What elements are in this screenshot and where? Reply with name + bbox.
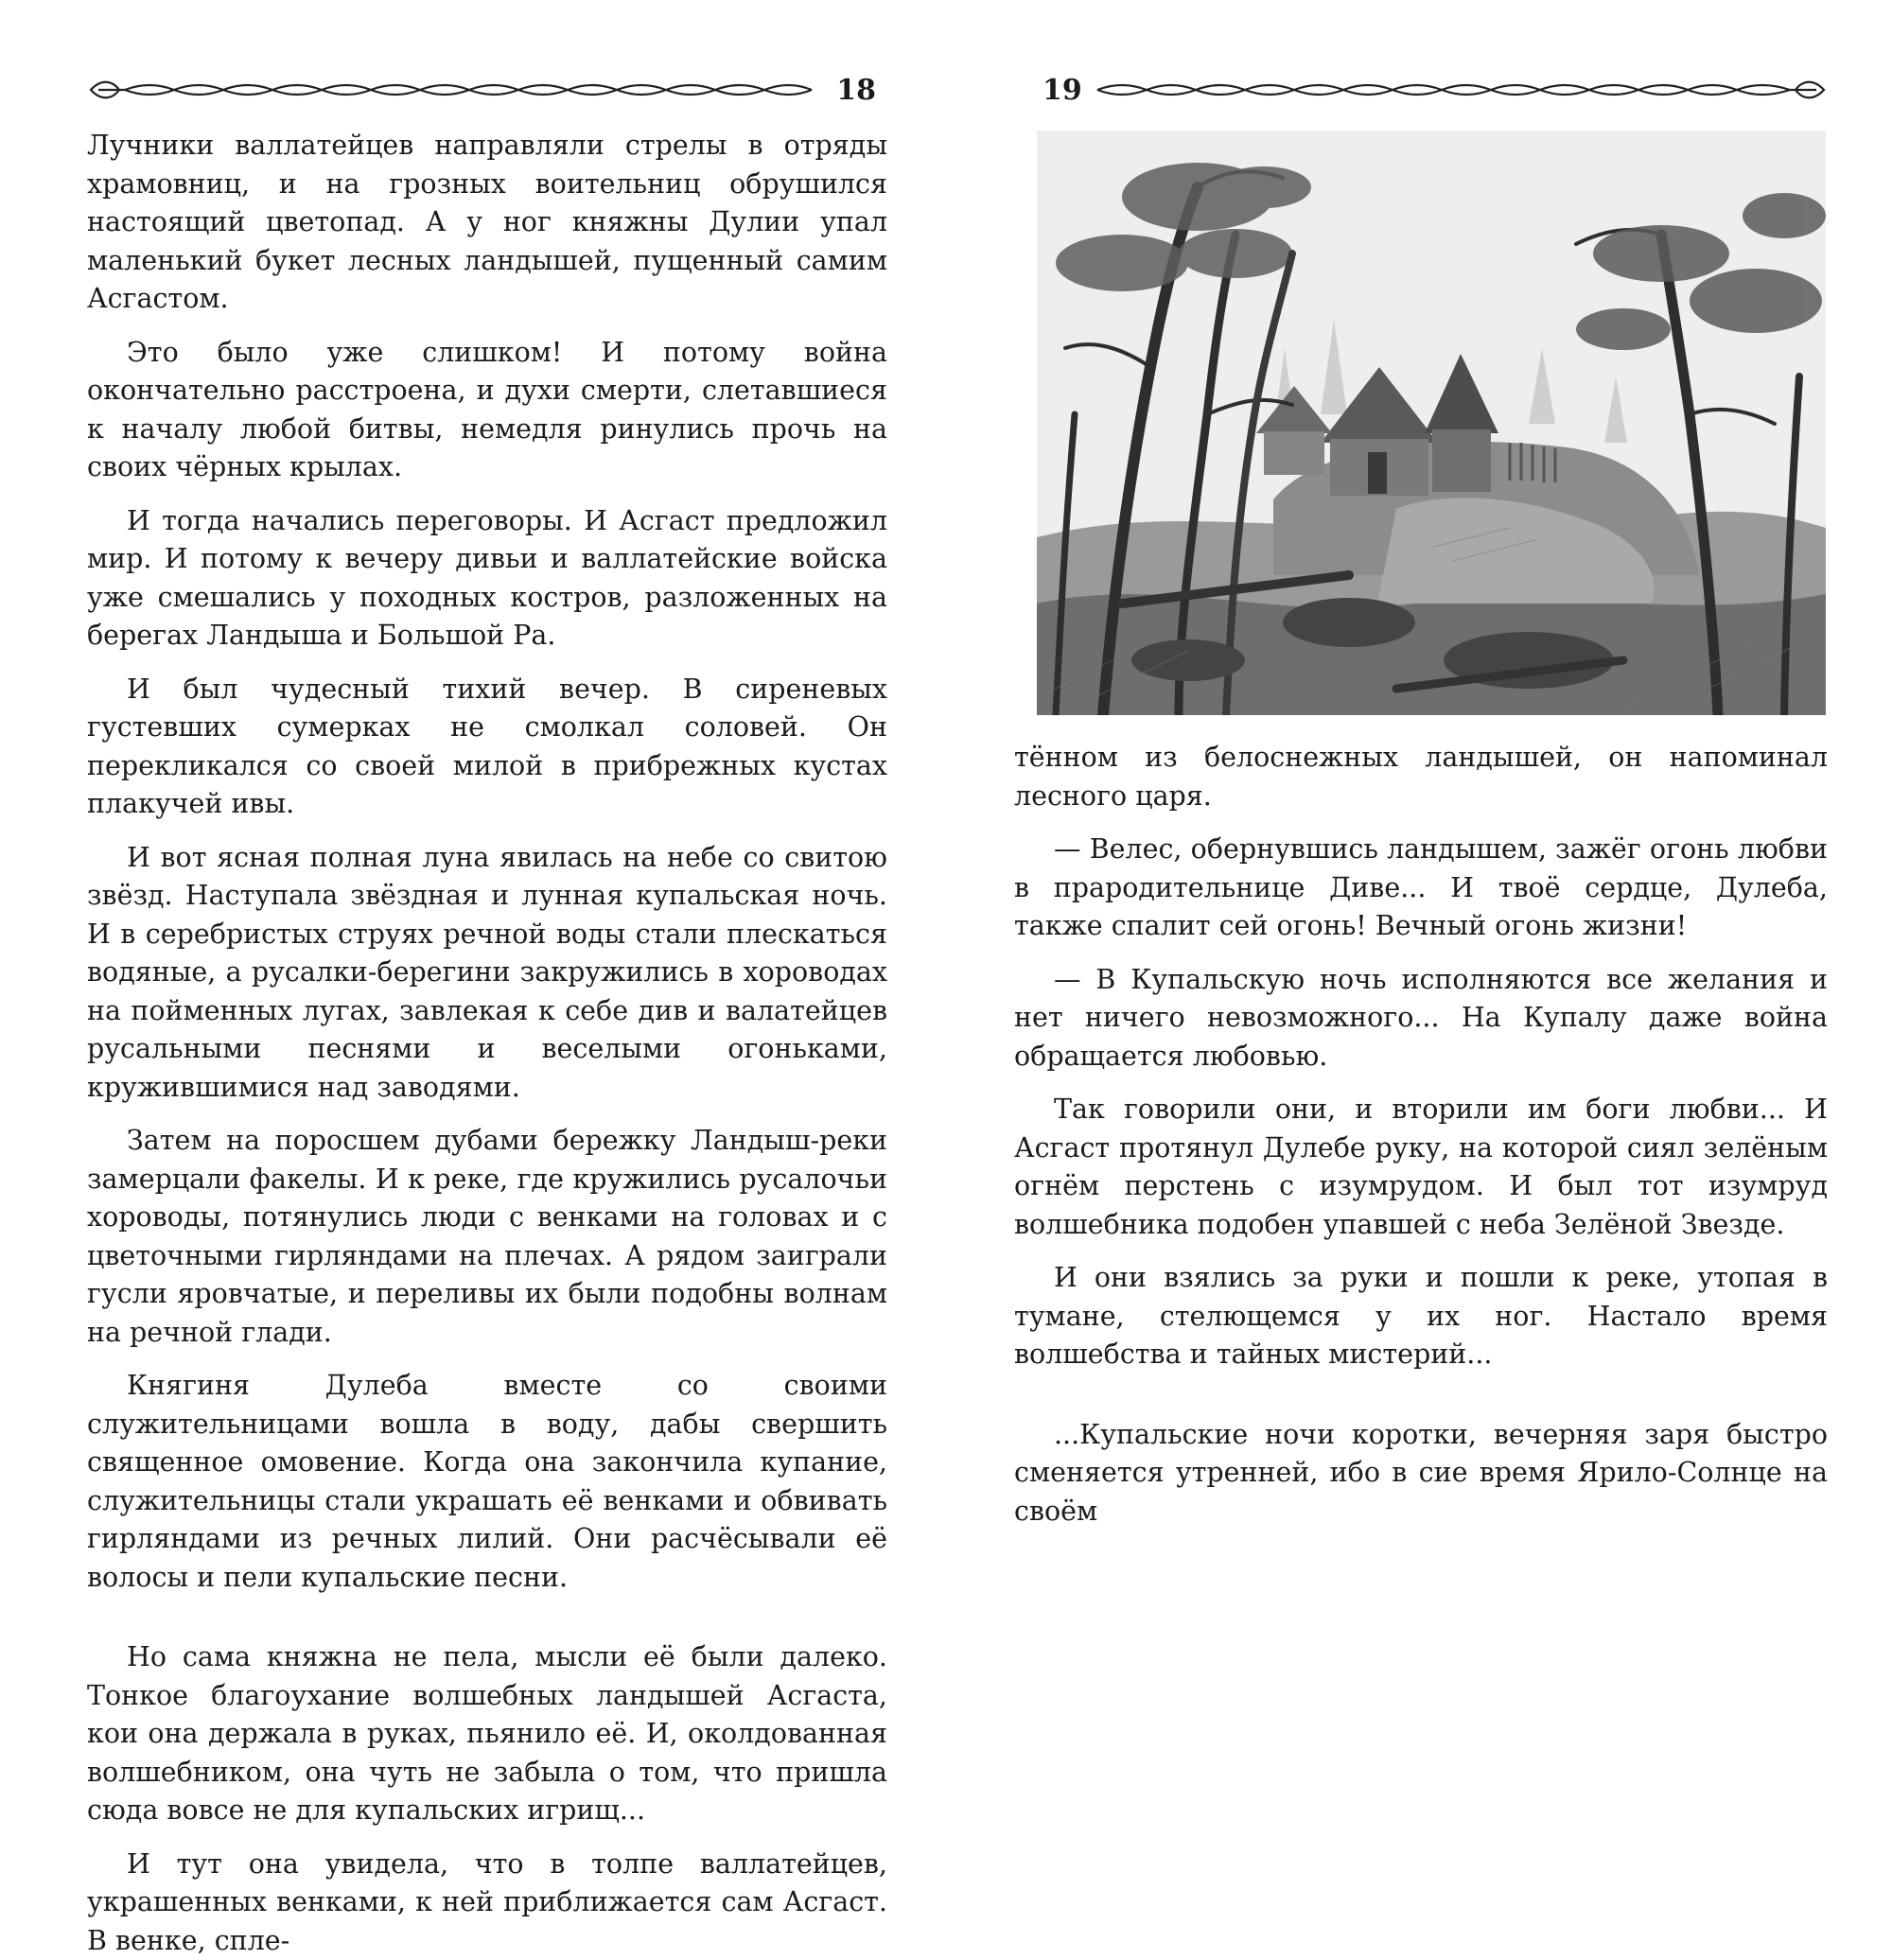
paragraph: — Велес, обернувшись ландышем, зажёг огонь любви в прародительнице Диве... И твоё сердце, Дулеба, также спалит сей огонь! Вечный огонь жизни! (1014, 831, 1828, 946)
left-page (87, 0, 887, 1373)
page-number-right: 19 (1042, 72, 1082, 110)
left-page-header (87, 72, 887, 110)
paragraph: Затем на поросшем дубами бережку Ландыш-реки замерцали факелы. И к реке, где кружились русалочьи хороводы, потянулись люди с венками на головах и с цветочными гирляндами на плечах. А рядом заиграли гусли яровчатые, и переливы их были подобны волнам на речной глади. (87, 1122, 887, 1352)
paragraph: И был чудесный тихий вечер. В сиреневых густевших сумерках не смолкал соловей. Он перекликался со своей милой в прибрежных кустах плакучей ивы. (87, 671, 887, 824)
paragraph: тённом из белоснежных ландышей, он напоминал лесного царя. (1014, 739, 1828, 815)
paragraph: Княгиня Дулеба вместе со своими служительницами вошла в воду, дабы свершить священное омовение. Когда она закончила купание, служительницы стали украшать её венками и обвивать гирляндами из речных лилий. Они расчёсывали её волосы и пели купальские песни. (87, 1367, 887, 1597)
paragraph: ...Купальские ночи коротки, вечерняя заря быстро сменяется утренней, ибо в сие время Ярило-Солнце на своём (1014, 1416, 1828, 1531)
paragraph: И тут она увидела, что в толпе валлатейцев, украшенных венками, к ней приближается сам Асгаст. В венке, спле- (87, 1846, 887, 1960)
paragraph: И они взялись за руки и пошли к реке, утопая в тумане, стелющемся у их ног. Настало время волшебства и тайных мистерий... (1014, 1259, 1828, 1374)
forest-huts-illustration (1037, 131, 1826, 715)
ornament-rule-right (1094, 78, 1828, 102)
page-number-left: 18 (836, 72, 876, 110)
illustration-drawing (1037, 131, 1826, 715)
right-page-text (1014, 739, 1828, 1531)
paragraph: Это было уже слишком! И потому война окончательно расстроена, и духи смерти, слетавшиеся к началу любой битвы, немедля ринулись прочь на своих чёрных крылах. (87, 334, 887, 487)
paragraph: Так говорили они, и вторили им боги любви... И Асгаст протянул Дулебе руку, на которой сиял зелёным огнём перстень с изумрудом. И был тот изумруд волшебника подобен упавшей с неба Зелёной Звезде. (1014, 1091, 1828, 1244)
paragraph: — В Купальскую ночь исполняются все желания и нет ничего невозможного... На Купалу даже война обращается любовью. (1014, 961, 1828, 1076)
ornament-rule-left (87, 78, 815, 102)
right-page (1014, 0, 1828, 1373)
right-page-header (1014, 72, 1828, 110)
left-page-text (87, 127, 887, 1960)
paragraph: И тогда начались переговоры. И Асгаст предложил мир. И потому к вечеру дивьи и валлатейские войска уже смешались у походных костров, разложенных на берегах Ландыша и Большой Ра. (87, 502, 887, 656)
paragraph: И вот ясная полная луна явилась на небе со свитою звёзд. Наступала звёздная и лунная купальская ночь. И в серебристых струях речной воды стали плескаться водяные, а русалки-берегини закружились в хороводах на пойменных лугах, завлекая к себе див и валатейцев русальными песнями и веселыми огоньками, кружившимися над заводями. (87, 839, 887, 1108)
paragraph: Но сама княжна не пела, мысли её были далеко. Тонкое благоухание волшебных ландышей Асгаста, кои она держала в руках, пьянило её. И, околдованная волшебником, она чуть не забыла о том, что пришла сюда вовсе не для купальских игрищ... (87, 1638, 887, 1830)
paragraph: Лучники валлатейцев направляли стрелы в отряды храмовниц, и на грозных воительниц обрушился настоящий цветопад. А у ног княжны Дулии упал маленький букет лесных ландышей, пущенный самим Асгастом. (87, 127, 887, 319)
